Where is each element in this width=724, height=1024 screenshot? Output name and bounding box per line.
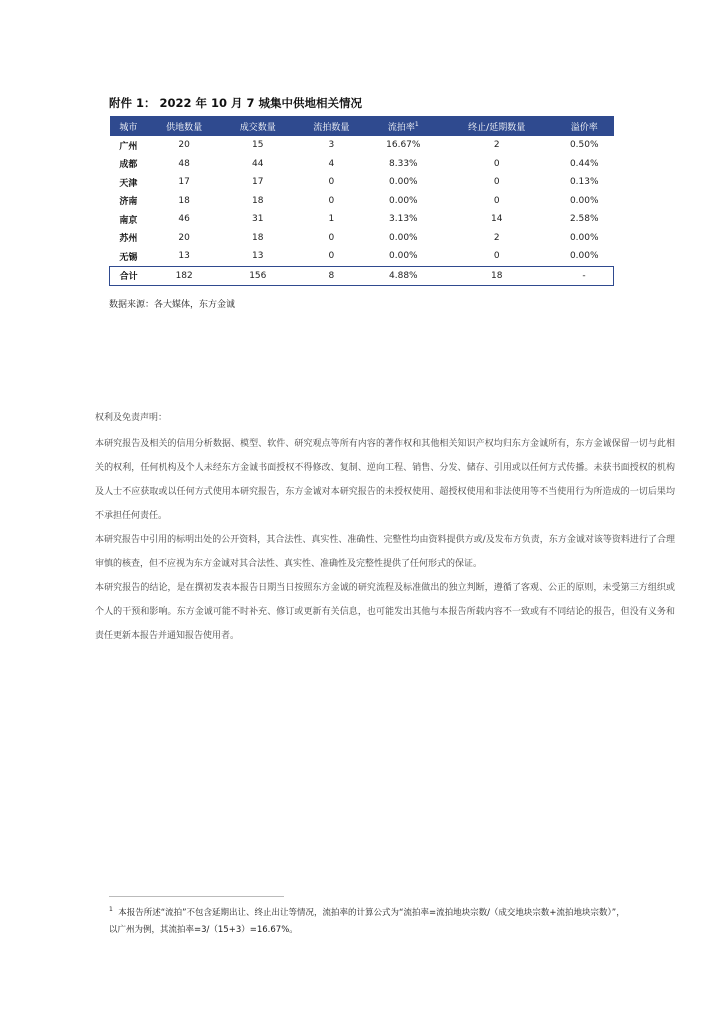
- cell-city: 南京: [119, 215, 138, 226]
- header-failed-count: 流拍数量: [295, 116, 369, 136]
- cell-failed-rate: 8.33%: [389, 158, 418, 169]
- footnote: [109, 905, 629, 939]
- cell-premium: 2.58%: [569, 214, 599, 225]
- cell-total-terminated: 18: [438, 266, 555, 286]
- cell-failed: 0: [328, 177, 335, 188]
- disclaimer-paragraph: 本研究报告的结论，是在撰初发表本报告日期当日按照东方金诚的研究流程及标准做出的独立判断，遵循了客观、公正的原则，未受第三方组织或个人的干预和影响。东方金诚可能不时补充、修订或更新有关信息，也可能发出其他与本报告所载内容不一致或有不同结论的报告，但没有义务和责任更新本报告并通知报告使用者。: [95, 583, 675, 641]
- cell-supply: 20: [178, 140, 190, 151]
- cell-deal: 13: [252, 251, 264, 262]
- cell-city: 苏州: [119, 234, 138, 245]
- table-header-row: [110, 116, 614, 136]
- cell-terminated: 2: [493, 232, 500, 243]
- cell-city: 天津: [119, 178, 138, 189]
- cell-deal: 44: [252, 158, 264, 169]
- cell-failed-rate: 3.13%: [389, 214, 418, 225]
- header-failed-rate: [368, 116, 438, 136]
- cell-failed-rate: 0.00%: [389, 232, 418, 243]
- disclaimer-heading: 权利及免责声明：: [95, 413, 168, 423]
- cell-terminated: 0: [493, 195, 500, 206]
- header-deal-count: 成交数量: [221, 116, 295, 136]
- cell-premium: 0.50%: [569, 140, 599, 151]
- cell-premium: 0.00%: [569, 195, 599, 206]
- header-failed-rate-label: 流拍率: [387, 122, 415, 133]
- cell-supply: 18: [178, 195, 190, 206]
- cell-failed-rate: 0.00%: [389, 195, 418, 206]
- cell-premium: 0.44%: [569, 158, 599, 169]
- footnote-number: 1: [109, 906, 113, 914]
- cell-terminated: 14: [490, 214, 503, 225]
- cell-total-label: 合计: [110, 266, 148, 286]
- header-city: 城市: [110, 116, 148, 136]
- cell-deal: 18: [252, 195, 264, 206]
- cell-failed: 0: [328, 195, 335, 206]
- cell-terminated: 0: [493, 251, 500, 262]
- data-source: 数据来源：各大媒体，东方金诚: [109, 300, 236, 310]
- disclaimer-section: [95, 410, 675, 648]
- table-row: [110, 173, 614, 192]
- table-total-row: [110, 266, 614, 286]
- cell-supply: 48: [178, 158, 190, 169]
- cell-deal: 15: [252, 140, 264, 151]
- cell-failed-rate: 0.00%: [389, 251, 418, 262]
- footnote-mark: 1: [414, 120, 419, 128]
- header-premium-rate: 溢价率: [555, 116, 614, 136]
- table-row: [110, 192, 614, 211]
- cell-city: 无锡: [119, 252, 138, 263]
- cell-total-failed-rate: 4.88%: [368, 266, 438, 286]
- table-row: [110, 229, 614, 248]
- cell-failed: 3: [328, 140, 335, 151]
- footnote-divider: [109, 896, 284, 897]
- cell-supply: 17: [178, 177, 190, 188]
- cell-failed-rate: 0.00%: [389, 177, 418, 188]
- cell-terminated: 0: [493, 158, 500, 169]
- table-row: [110, 210, 614, 229]
- cell-total-premium: -: [555, 266, 614, 286]
- cell-failed: 1: [328, 214, 335, 225]
- disclaimer-paragraph: 本研究报告中引用的标明出处的公开资料，其合法性、真实性、准确性、完整性均由资料提供方或/及发布方负责，东方金诚对该等资料进行了合理审慎的核查，但不应视为东方金诚对其合法性、真实性、准确性及完整性提供了任何形式的保证。: [95, 535, 675, 569]
- cell-deal: 31: [252, 214, 264, 225]
- cell-terminated: 0: [493, 177, 500, 188]
- disclaimer-paragraph: 本研究报告及相关的信用分析数据、模型、软件、研究观点等所有内容的著作权和其他相关知识产权均归东方金诚所有，东方金诚保留一切与此相关的权利，任何机构及个人未经东方金诚书面授权不得修改、复制、逆向工程、销售、分发、储存、引用或以任何方式传播。未获书面授权的机构及人士不应获取或以任何方式使用本研究报告，东方金诚对本研究报告的未授权使用、超授权使用和非法使用等不当使用行为所造成的一切后果均不承担任何责任。: [95, 439, 675, 521]
- cell-terminated: 2: [493, 140, 500, 151]
- footnote-text: 本报告所述“流拍”不包含延期出让、终止出让等情况，流拍率的计算公式为“流拍率=流拍地块宗数/（成交地块宗数+流拍地块宗数）”，以广州为例，其流拍率=3/（15+3）=16.67%。: [109, 908, 625, 935]
- cell-total-failed: 8: [295, 266, 369, 286]
- cell-deal: 18: [252, 232, 264, 243]
- cell-supply: 46: [178, 214, 190, 225]
- cell-total-supply: 182: [147, 266, 221, 286]
- cell-deal: 17: [252, 177, 264, 188]
- cell-city: 济南: [119, 197, 138, 208]
- cell-failed-rate: 16.67%: [386, 140, 421, 151]
- table-row: [110, 155, 614, 174]
- cell-failed: 4: [328, 158, 335, 169]
- cell-supply: 13: [178, 251, 190, 262]
- table-row: [110, 136, 614, 155]
- cell-premium: 0.00%: [569, 251, 599, 262]
- land-supply-table-container: [109, 116, 614, 286]
- cell-premium: 0.13%: [569, 177, 599, 188]
- header-terminated-count: 终止/延期数量: [438, 116, 555, 136]
- cell-failed: 0: [328, 251, 335, 262]
- cell-premium: 0.00%: [569, 232, 599, 243]
- land-supply-table: [109, 116, 614, 286]
- header-supply-count: 供地数量: [147, 116, 221, 136]
- table-title: 附件 1： 2022 年 10 月 7 城集中供地相关情况: [109, 96, 363, 110]
- cell-city: 广州: [119, 141, 138, 152]
- cell-total-deal: 156: [221, 266, 295, 286]
- cell-city: 成都: [119, 160, 138, 171]
- cell-supply: 20: [178, 232, 190, 243]
- cell-failed: 0: [328, 232, 335, 243]
- table-row: [110, 247, 614, 266]
